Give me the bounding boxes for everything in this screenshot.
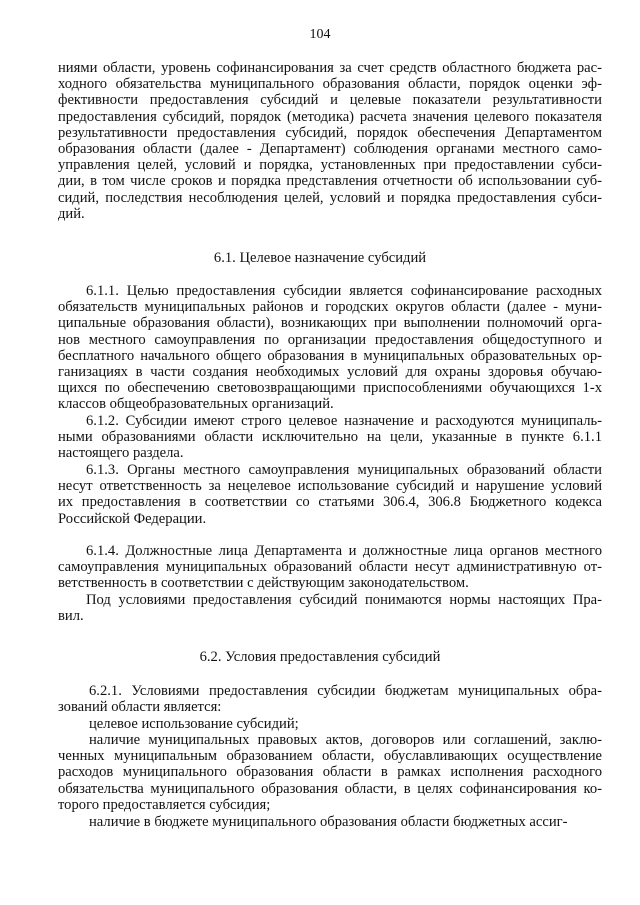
text-line: ветственность в соответствии с действующим законодательством. bbox=[58, 575, 469, 592]
paragraph-conditions bbox=[58, 592, 602, 624]
text-line: наличие в бюджете муниципального образования области бюджетных ассиг- bbox=[89, 814, 568, 830]
text-line: обязательства муниципального образования области, в целях софинансирования ко- bbox=[58, 780, 602, 797]
section-title-6-2: 6.2. Условия предоставления субсидий bbox=[199, 649, 441, 665]
text-line: 6.1.1. Целью предоставления субсидии является софинансирование расходных bbox=[86, 283, 602, 299]
text-line: вил. bbox=[58, 608, 84, 625]
text-line: обязательств муниципальных районов и городских округов области (далее - муни- bbox=[58, 299, 602, 316]
text-line: целевое использование субсидий; bbox=[89, 716, 299, 732]
text-line: фективности предоставления субсидий и целевые показатели результативности bbox=[58, 92, 602, 109]
paragraph-6-1-3 bbox=[58, 462, 602, 527]
paragraph-6-2-1 bbox=[58, 683, 602, 715]
text-line: 6.1.2. Субсидии имеют строго целевое назначение и расходуются муниципаль- bbox=[86, 413, 602, 429]
list-item-legal-acts bbox=[58, 732, 602, 813]
list-item-budget-allocations bbox=[58, 814, 602, 830]
paragraph-6-1-1 bbox=[58, 283, 602, 413]
text-line: расходов муниципального образования области в рамках исполнения расходного bbox=[58, 764, 602, 781]
text-line: образования области (далее - Департамент) соблюдения органами местного само- bbox=[58, 140, 602, 157]
text-line: дий. bbox=[58, 205, 85, 222]
text-line: ганизациях в части создания необходимых условий для охраны здоровья обучаю- bbox=[58, 363, 602, 380]
paragraph-6-1-4 bbox=[58, 543, 602, 592]
text-line: 6.1.3. Органы местного самоуправления муниципальных образований области bbox=[86, 462, 602, 478]
section-title-6-1: 6.1. Целевое назначение субсидий bbox=[213, 250, 427, 266]
text-line: результативности предоставления субсидий, порядок обеспечения Департаментом bbox=[58, 124, 602, 141]
text-line: классов общеобразовательных организаций. bbox=[58, 396, 334, 413]
text-line: 6.2.1. Условиями предоставления субсидии бюджетам муниципальных обра- bbox=[89, 683, 602, 699]
text-line: нов местного самоуправления по организации предоставления общедоступного и bbox=[58, 331, 602, 348]
text-line: ными образованиями области исключительно на цели, указанные в пункте 6.1.1 bbox=[58, 429, 602, 446]
text-line: их предоставления в соответствии со статьями 306.4, 306.8 Бюджетного кодекса bbox=[58, 494, 602, 511]
text-line: предоставления субсидий, порядок (методика) расчета значения целевого показателя bbox=[58, 108, 602, 125]
text-line: торого предоставляется субсидия; bbox=[58, 796, 271, 813]
text-line: управления целей, условий и порядка, установленных при предоставлении субси- bbox=[58, 157, 602, 174]
text-line: ниями области, уровень софинансирования за счет средств областного бюджета рас- bbox=[58, 60, 602, 76]
paragraph-6-1-2 bbox=[58, 413, 602, 462]
text-line: самоуправления муниципальных образований области несут административную от- bbox=[58, 559, 602, 576]
intro-paragraph bbox=[58, 60, 602, 222]
text-line: ципальные образования области), возникающих при выполнении полномочий орга- bbox=[58, 315, 602, 332]
text-line: дии, в том числе сроков и порядка представления отчетности об использовании суб- bbox=[58, 173, 602, 190]
text-line: Российской Федерации. bbox=[58, 510, 207, 527]
list-item-targeted-use bbox=[58, 716, 602, 732]
text-line: наличие муниципальных правовых актов, договоров или соглашений, заклю- bbox=[89, 732, 602, 748]
text-line: бесплатного начального общего образования в муниципальных образовательных ор- bbox=[58, 347, 602, 364]
page-number: 104 bbox=[309, 27, 331, 42]
text-line: настоящего раздела. bbox=[58, 445, 184, 462]
text-line: несут ответственность за нецелевое использование субсидий и нарушение условий bbox=[58, 478, 602, 495]
text-line: щихся по обеспечению световозвращающими приспособлениями обучающихся 1-х bbox=[58, 380, 602, 397]
text-line: ходного обязательства муниципального образования области, порядок оценки эф- bbox=[58, 76, 602, 93]
text-line: сидий, последствия несоблюдения целей, условий и порядка предоставления субси- bbox=[58, 189, 602, 206]
text-line: Под условиями предоставления субсидий понимаются нормы настоящих Пра- bbox=[86, 592, 602, 608]
text-line: зований области является: bbox=[58, 699, 222, 716]
text-line: ченных муниципальным образованием области, обуславливающих осуществление bbox=[58, 748, 602, 765]
text-line: 6.1.4. Должностные лица Департамента и должностные лица органов местного bbox=[86, 543, 602, 559]
